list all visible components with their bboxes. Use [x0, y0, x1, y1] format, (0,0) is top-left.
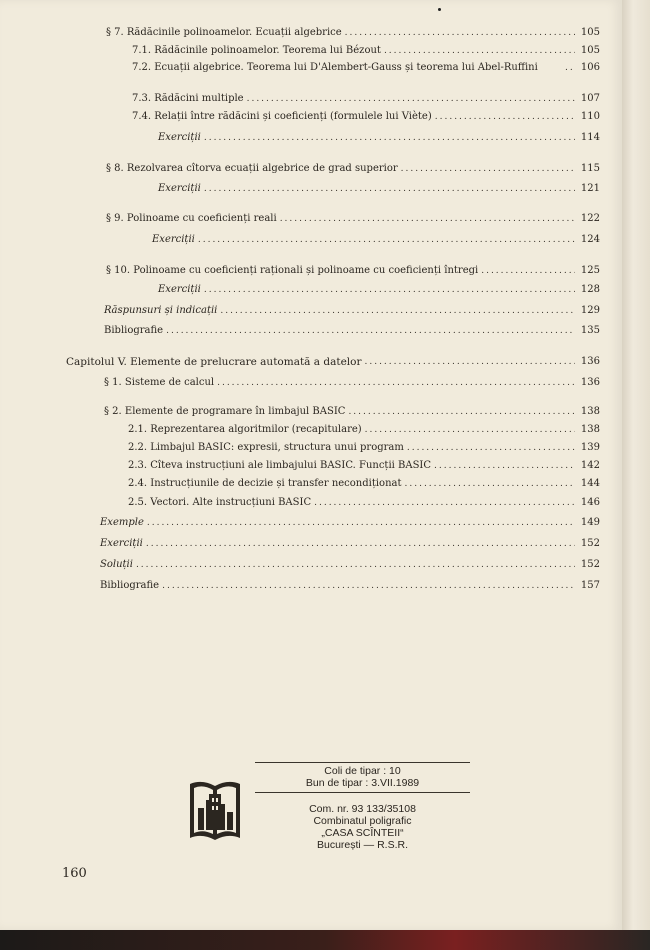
toc-entry-label: 2.4. Instrucțiunile de decizie și transfer necondiționat: [128, 478, 402, 489]
toc-page-number: 114: [580, 132, 600, 143]
toc-page-number: 142: [580, 460, 600, 471]
toc-page-number: 115: [580, 163, 600, 174]
toc-page-number: 122: [580, 213, 600, 224]
toc-entry-label: § 7. Rădăcinile polinoamelor. Ecuații algebrice: [106, 27, 342, 38]
toc-entry-label: § 10. Polinoame cu coeficienți raționali și polinoame cu coeficienți întregi: [106, 265, 479, 276]
toc-entry-label: 7.4. Relații între rădăcini și coeficienți (formulele lui Viète): [132, 111, 432, 122]
toc-entry-label: 2.5. Vectori. Alte instrucțiuni BASIC: [128, 497, 312, 508]
toc-entry-label: Bibliografie: [104, 325, 164, 336]
toc-page-number: 121: [580, 183, 600, 194]
toc-entry: [152, 234, 600, 246]
toc-entry: [128, 424, 600, 436]
toc-entry: [132, 111, 600, 123]
toc-entry: [106, 163, 600, 175]
toc-page-number: 110: [580, 111, 600, 122]
toc-leader-dots: [434, 460, 575, 472]
toc-page-number: 138: [580, 406, 600, 417]
colophon-printer-name: „CASA SCÎNTEII“: [321, 827, 404, 839]
toc-leader-dots: [204, 183, 575, 195]
colophon-sheets: Coli de tipar : 10: [324, 765, 401, 777]
toc-entry: [158, 284, 600, 296]
colophon: [255, 762, 470, 851]
toc-entry: [106, 213, 600, 225]
toc-page-number: 136: [580, 377, 600, 388]
toc-leader-dots: [407, 442, 575, 454]
toc-entry: [132, 93, 600, 105]
toc-entry-label: Exerciții: [152, 234, 195, 245]
toc-page-number: 152: [580, 538, 600, 549]
toc-leader-dots: [247, 93, 575, 105]
toc-entry: [66, 356, 600, 368]
toc-page-number: 144: [580, 478, 600, 489]
colophon-city: București — R.S.R.: [316, 839, 409, 851]
toc-page-number: 107: [580, 93, 600, 104]
toc-entry-label: 2.3. Cîteva instrucțiuni ale limbajului BASIC. Funcții BASIC: [128, 460, 432, 471]
toc-entry-label: Exerciții: [158, 284, 201, 295]
toc-page-number: 128: [580, 284, 600, 295]
toc-entry-label: 7.3. Rădăcini multiple: [132, 93, 244, 104]
toc-page-number: 138: [580, 424, 600, 435]
toc-page-number: 135: [580, 325, 600, 336]
toc-entry-label: Exerciții: [158, 183, 201, 194]
toc-entry: [100, 517, 600, 529]
colophon-rule-bottom: [255, 792, 470, 793]
page-number: 160: [62, 866, 87, 881]
toc-page-number: 139: [580, 442, 600, 453]
toc-entry-label: 7.1. Rădăcinile polinoamelor. Teorema lui Bézout: [132, 45, 381, 56]
colophon-order-number: Com. nr. 93 133/35108: [309, 803, 416, 815]
toc-leader-dots: [220, 305, 575, 317]
toc-entry: [128, 478, 600, 490]
toc-leader-dots: [204, 132, 575, 144]
toc-entry: [128, 497, 600, 509]
toc-entry-label: Răspunsuri și indicații: [104, 305, 218, 316]
toc-page-number: 125: [580, 265, 600, 276]
toc-leader-dots: [162, 580, 575, 592]
toc-page-number: 105: [580, 45, 600, 56]
toc-page-number: 129: [580, 305, 600, 316]
toc-entry-label: Exemple: [100, 517, 144, 528]
toc-page-number: 149: [580, 517, 600, 528]
toc-leader-dots: [136, 559, 575, 571]
toc-leader-dots: [345, 27, 575, 39]
toc-leader-dots: [384, 45, 575, 57]
toc-leader-dots: [365, 424, 575, 436]
toc-leader-dots: [435, 111, 575, 123]
toc-entry-label: 2.2. Limbajul BASIC: expresii, structura unui program: [128, 442, 404, 453]
toc-entry: [128, 442, 600, 454]
toc-leader-dots: [481, 265, 575, 277]
toc-entry: [104, 406, 600, 418]
ink-speck: [438, 8, 441, 11]
book-bottom-band: [0, 930, 650, 950]
toc-page-number: 146: [580, 497, 600, 508]
toc-entry: [104, 305, 600, 317]
toc-entry-label: Capitolul V. Elemente de prelucrare automată a datelor: [66, 356, 362, 368]
toc-entry-label: § 9. Polinoame cu coeficienți reali: [106, 213, 277, 224]
toc-leader-dots: [364, 356, 575, 368]
toc-leader-dots: [565, 62, 575, 74]
toc-leader-dots: [405, 478, 576, 490]
toc-entry-label: Soluții: [100, 559, 133, 570]
toc-page-number: 106: [580, 62, 600, 73]
toc-entry: [104, 377, 600, 389]
toc-entry-label: Exerciții: [100, 538, 143, 549]
toc-page-number: 105: [580, 27, 600, 38]
toc-leader-dots: [198, 234, 575, 246]
toc-page-number: 124: [580, 234, 600, 245]
toc-leader-dots: [147, 517, 575, 529]
toc-page-number: 136: [580, 356, 600, 367]
toc-entry: [132, 45, 600, 57]
toc-entry: [106, 27, 600, 39]
colophon-print-date: Bun de tipar : 3.VII.1989: [305, 777, 420, 789]
publisher-logo: [188, 778, 242, 844]
colophon-printer: Combinatul poligrafic: [313, 815, 412, 827]
toc-leader-dots: [146, 538, 575, 550]
toc-entry-label: Exerciții: [158, 132, 201, 143]
toc-entry: [128, 460, 600, 472]
toc-entry: [106, 265, 600, 277]
toc-leader-dots: [166, 325, 575, 337]
toc-entry-label: § 2. Elemente de programare în limbajul BASIC: [104, 406, 346, 417]
toc-entry-label: Bibliografie: [100, 580, 160, 591]
toc-entry: [100, 538, 600, 550]
toc-entry: [132, 62, 600, 74]
toc-leader-dots: [348, 406, 575, 418]
toc-entry-label: 2.1. Reprezentarea algoritmilor (recapitulare): [128, 424, 362, 435]
toc-entry-label: § 1. Sisteme de calcul: [104, 377, 215, 388]
toc-entry-label: § 8. Rezolvarea cîtorva ecuații algebrice de grad superior: [106, 163, 398, 174]
toc-leader-dots: [204, 284, 575, 296]
toc-leader-dots: [314, 497, 575, 509]
toc-page-number: 157: [580, 580, 600, 591]
toc-leader-dots: [217, 377, 575, 389]
toc-entry-label: 7.2. Ecuații algebrice. Teorema lui D'Alembert-Gauss și teorema lui Abel-Ruffini: [132, 62, 538, 73]
toc-entry: [158, 183, 600, 195]
toc-entry: [158, 132, 600, 144]
toc-entry: [100, 580, 600, 592]
toc-entry: [104, 325, 600, 337]
toc-page-number: 152: [580, 559, 600, 570]
toc-leader-dots: [401, 163, 575, 175]
colophon-rule-top: [255, 762, 470, 763]
toc-leader-dots: [280, 213, 575, 225]
toc-entry: [100, 559, 600, 571]
page-edge: [622, 0, 650, 930]
